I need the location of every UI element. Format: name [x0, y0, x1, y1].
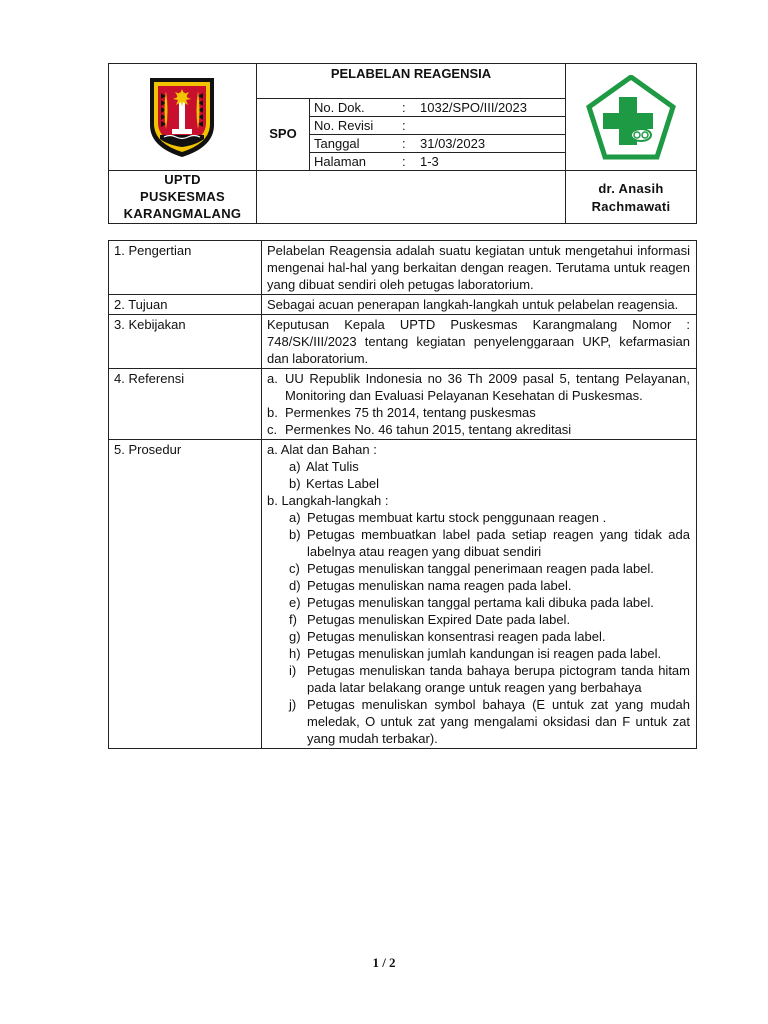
puskesmas-logo — [585, 75, 677, 161]
document-meta-table — [310, 99, 565, 170]
subsection-title: a. Alat dan Bahan : — [267, 442, 377, 457]
section-label: 2. Tujuan — [109, 295, 262, 315]
meta-value: 31/03/2023 — [416, 135, 565, 153]
document-header — [108, 63, 697, 224]
section-text: Keputusan Kepala UPTD Puskesmas Karangmalang Nomor : 748/SK/III/2023 tentang kegiatan penyelenggaraan UKP, kefarmasian dan laboratorium. — [262, 315, 697, 369]
meta-sep: : — [398, 117, 416, 135]
section-label: 5. Prosedur — [109, 440, 262, 749]
spo-label: SPO — [269, 126, 297, 141]
meta-row — [310, 135, 565, 153]
meta-value: 1032/SPO/III/2023 — [416, 99, 565, 117]
section-label: 4. Referensi — [109, 369, 262, 440]
organization-name — [109, 171, 256, 222]
step-item: g) Petugas menuliskan konsentrasi reagen pada label. — [289, 629, 606, 644]
step-item: e) Petugas menuliskan tanggal pertama kali dibuka pada label. — [289, 595, 654, 610]
row-tujuan — [109, 295, 697, 315]
document-title: PELABELAN REAGENSIA — [330, 66, 492, 81]
meta-key: No. Dok. — [310, 99, 398, 117]
row-pengertian — [109, 241, 697, 295]
page-number: 1 / 2 — [372, 955, 396, 970]
meta-sep: : — [402, 154, 406, 169]
step-item: h) Petugas menuliskan jumlah kandungan isi reagen pada label. — [289, 646, 662, 661]
meta-key: Halaman — [314, 154, 367, 169]
step-item: b) Petugas membuatkan label pada setiap reagen yang tidak ada labelnya atau reagen yang dibuat sendiri — [289, 527, 690, 559]
meta-sep: : — [398, 99, 416, 117]
meta-key: No. Revisi — [310, 117, 398, 135]
list-item: a) Alat Tulis — [289, 459, 359, 474]
section-text: Pelabelan Reagensia adalah suatu kegiatan untuk mengetahui informasi mengenai hal-hal yang berkaitan dengan reagen. Terutama untuk reagen yang dibuat sendiri oleh petugas laboratorium. — [262, 241, 697, 295]
step-item: d) Petugas menuliskan nama reagen pada label. — [289, 578, 572, 593]
meta-row — [310, 153, 565, 171]
meta-row — [310, 117, 565, 135]
meta-key: Tanggal — [310, 135, 398, 153]
head-name — [566, 180, 696, 216]
meta-value: 1-3 — [420, 154, 439, 169]
step-item: i) Petugas menuliskan tanda bahaya berupa pictogram tanda hitam pada latar belakang orange untuk reagen yang berbahaya — [289, 663, 690, 695]
section-list — [262, 369, 697, 440]
reference-item: b. Permenkes 75 th 2014, tentang puskesmas — [267, 405, 536, 420]
org-line: PUSKESMAS — [139, 189, 226, 204]
section-text: Sebagai acuan penerapan langkah-langkah untuk pelabelan reagensia. — [262, 295, 697, 315]
head-line: Rachmawati — [591, 199, 671, 214]
step-item: j) Petugas menuliskan symbol bahaya (E untuk zat yang mudah meledak, O untuk zat yang mengalami oksidasi dan F untuk zat yang mudah terbakar). — [289, 697, 690, 746]
city-crest-logo — [146, 75, 218, 159]
row-kebijakan — [109, 315, 697, 369]
list-item: b) Kertas Label — [289, 476, 379, 491]
row-referensi — [109, 369, 697, 440]
reference-item: a. UU Republik Indonesia no 36 Th 2009 pasal 5, tentang Pelayanan, Monitoring dan Evaluasi Pelayanan Kesehatan di Puskesmas. — [267, 371, 690, 403]
org-line: KARANGMALANG — [123, 206, 242, 221]
section-label: 1. Pengertian — [109, 241, 262, 295]
section-label: 3. Kebijakan — [109, 315, 262, 369]
org-line: UPTD — [164, 172, 201, 187]
head-line: dr. Anasih — [598, 181, 664, 196]
reference-item: c. Permenkes No. 46 tahun 2015, tentang akreditasi — [267, 422, 572, 437]
step-item: a) Petugas membuat kartu stock penggunaan reagen . — [289, 510, 607, 525]
step-item: f) Petugas menuliskan Expired Date pada label. — [289, 612, 571, 627]
meta-value — [416, 117, 565, 135]
meta-row — [310, 99, 565, 117]
meta-sep: : — [398, 135, 416, 153]
subsection-title: b. Langkah-langkah : — [267, 493, 389, 508]
section-list — [262, 440, 697, 749]
procedure-table — [108, 240, 697, 749]
row-prosedur — [109, 440, 697, 749]
step-item: c) Petugas menuliskan tanggal penerimaan reagen pada label. — [289, 561, 654, 576]
